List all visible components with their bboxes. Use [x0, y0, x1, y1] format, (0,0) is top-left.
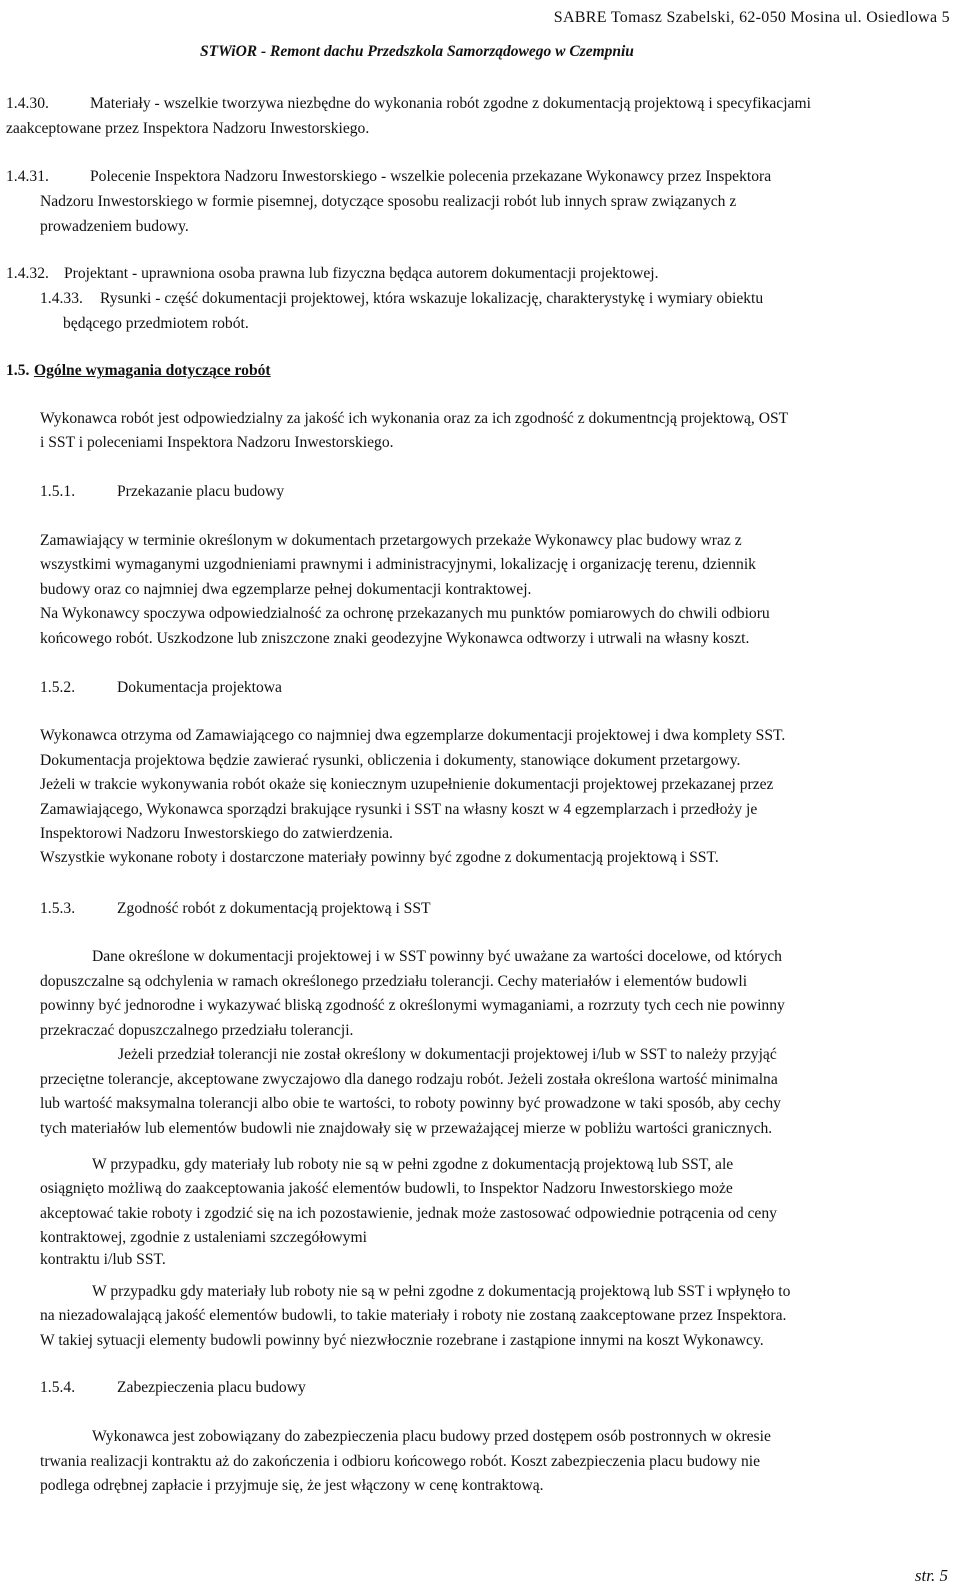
paragraph-line: W przypadku gdy materiały lub roboty nie są w pełni zgodne z dokumentacją projektową lub SST i wpłynęło to	[92, 1283, 791, 1300]
paragraph-line: akceptować takie roboty i zgodzić się na ich pozostawienie, jednak może zastosować odpowiednie potrącenia od ceny	[40, 1205, 777, 1222]
paragraph-line: Jeżeli przedział tolerancji nie został określony w dokumentacji projektowej i/lub w SST to należy przyjąć	[118, 1046, 777, 1063]
paragraph-line: końcowego robót. Uszkodzone lub zniszczone znaki geodezyjne Wykonawca odtworzy i utrwali na własny koszt.	[40, 630, 750, 647]
paragraph-line: powinny być jednorodne i wykazywać bliską zgodność z określonymi wymaganiami, a rozrzuty tych cech nie powinny	[40, 997, 785, 1014]
paragraph-line: kontraktowej, zgodnie z ustaleniami szczegółowymi	[40, 1229, 367, 1246]
paragraph-line: Wykonawca robót jest odpowiedzialny za jakość ich wykonania oraz za ich zgodność z dokumentncją projektową, OST	[40, 410, 789, 427]
paragraph-line: Na Wykonawcy spoczywa odpowiedzialność za ochronę przekazanych mu punktów pomiarowych do chwili odbioru	[40, 605, 770, 622]
paragraph-line: Dane określone w dokumentacji projektowej i w SST powinny być uważane za wartości docelowe, od których	[92, 948, 782, 965]
paragraph-line: dopuszczalne są odchylenia w ramach określonego przedziału tolerancji. Cechy materiałów i elementów budowli	[40, 973, 748, 990]
section-number: 1.5.	[6, 362, 30, 379]
paragraph-line: Wykonawca jest zobowiązany do zabezpieczenia placu budowy przed dostępem osób postronnych w okresie	[92, 1428, 771, 1445]
subsection-title: Przekazanie placu budowy	[117, 483, 285, 500]
paragraph-line: W takiej sytuacji elementy budowli powinny być niezwłocznie rozebrane i zastąpione innymi na koszt Wykonawcy.	[40, 1332, 764, 1349]
paragraph-line: osiągnięto możliwą do zaakceptowania jakość elementów budowli, to Inspektor Nadzoru Inwestorskiego może	[40, 1180, 733, 1197]
paragraph-line: Wykonawca otrzyma od Zamawiającego co najmniej dwa egzemplarze dokumentacji projektowej i dwa komplety SST.	[40, 727, 786, 744]
paragraph-line: i SST i poleceniami Inspektora Nadzoru Inwestorskiego.	[40, 434, 394, 451]
page-number: str. 5	[914, 1565, 948, 1585]
item-number: 1.4.30.	[6, 95, 49, 112]
subsection-number: 1.5.4.	[40, 1379, 76, 1396]
paragraph-line: przekraczać dopuszczalnego przedziału tolerancji.	[40, 1022, 354, 1039]
item-text: Materiały - wszelkie tworzywa niezbędne do wykonania robót zgodne z dokumentacją projektową i specyfikacjami	[90, 95, 811, 112]
paragraph-line: kontraktu i/lub SST.	[40, 1251, 166, 1268]
item-text: Nadzoru Inwestorskiego w formie pisemnej, dotyczące sposobu realizacji robót lub innych spraw związanych z	[40, 193, 737, 210]
paragraph-line: Zamawiający w terminie określonym w dokumentach przetargowych przekaże Wykonawcy plac budowy wraz z	[40, 532, 742, 549]
item-text: Polecenie Inspektora Nadzoru Inwestorskiego - wszelkie polecenia przekazane Wykonawcy przez Inspektora	[90, 168, 772, 185]
paragraph-line: na niezadowalającą jakość elementów budowli, to takie materiały i roboty nie zostaną zaakceptowane przez Inspektora.	[40, 1307, 787, 1324]
subsection-number: 1.5.2.	[40, 679, 76, 696]
item-text: Projektant - uprawniona osoba prawna lub fizyczna będąca autorem dokumentacji projektowej.	[64, 265, 659, 282]
item-text: będącego przedmiotem robót.	[63, 315, 249, 332]
paragraph-line: Inspektorowi Nadzoru Inwestorskiego do zatwierdzenia.	[40, 825, 393, 842]
paragraph-line: tych materiałów lub elementów budowli nie znajdowały się w przeważającej mierze w pobliżu wartości granicznych.	[40, 1120, 773, 1137]
paragraph-line: trwania realizacji kontraktu aż do zakończenia i odbioru końcowego robót. Koszt zabezpieczenia placu budowy nie	[40, 1453, 761, 1470]
paragraph-line: budowy oraz co najmniej dwa egzemplarze pełnej dokumentacji kontraktowej.	[40, 581, 532, 598]
paragraph-line: podlega odrębnej zapłacie i przyjmuje się, że jest włączony w cenę kontraktową.	[40, 1477, 544, 1494]
section-title: Ogólne wymagania dotyczące robót	[34, 362, 271, 379]
paragraph-line: Jeżeli w trakcie wykonywania robót okaże się koniecznym uzupełnienie dokumentacji projektowej przekazanej przez	[40, 776, 774, 793]
header-project: STWiOR - Remont dachu Przedszkola Samorządowego w Czempniu	[200, 43, 634, 60]
paragraph-line: Zamawiającego, Wykonawca sporządzi brakujące rysunki i SST na własny koszt w 4 egzemplarzach i przedłoży je	[40, 801, 758, 818]
paragraph-line: Wszystkie wykonane roboty i dostarczone materiały powinny być zgodne z dokumentacją projektową i SST.	[40, 849, 719, 866]
subsection-title: Zabezpieczenia placu budowy	[117, 1379, 306, 1396]
subsection-number: 1.5.3.	[40, 900, 76, 917]
paragraph-line: Dokumentacja projektowa będzie zawierać rysunki, obliczenia i dokumenty, stanowiące dokument przetargowy.	[40, 752, 741, 769]
item-text: Rysunki - część dokumentacji projektowej, która wskazuje lokalizację, charakterystykę i wymiary obiektu	[100, 290, 764, 307]
item-number: 1.4.32.	[6, 265, 49, 282]
paragraph-line: wszystkimi wymaganymi uzgodnieniami prawnymi i administracyjnymi, lokalizację i organizację terenu, dziennik	[40, 556, 756, 573]
item-text: zaakceptowane przez Inspektora Nadzoru Inwestorskiego.	[6, 120, 370, 137]
subsection-number: 1.5.1.	[40, 483, 76, 500]
item-text: prowadzeniem budowy.	[40, 218, 189, 235]
item-number: 1.4.31.	[6, 168, 49, 185]
subsection-title: Zgodność robót z dokumentacją projektową i SST	[117, 900, 431, 917]
item-number: 1.4.33.	[40, 290, 83, 307]
paragraph-line: W przypadku, gdy materiały lub roboty nie są w pełni zgodne z dokumentacją projektową lub SST, ale	[92, 1156, 734, 1173]
header-company: SABRE Tomasz Szabelski, 62-050 Mosina ul. Osiedlowa 5	[553, 9, 950, 26]
subsection-title: Dokumentacja projektowa	[117, 679, 282, 696]
paragraph-line: lub wartość maksymalna tolerancji albo obie te wartości, to roboty powinny być prowadzone w taki sposób, aby cechy	[40, 1095, 781, 1112]
paragraph-line: przeciętne tolerancje, akceptowane zwyczajowo dla danego rodzaju robót. Jeżeli została określona wartość minimalna	[40, 1071, 778, 1088]
